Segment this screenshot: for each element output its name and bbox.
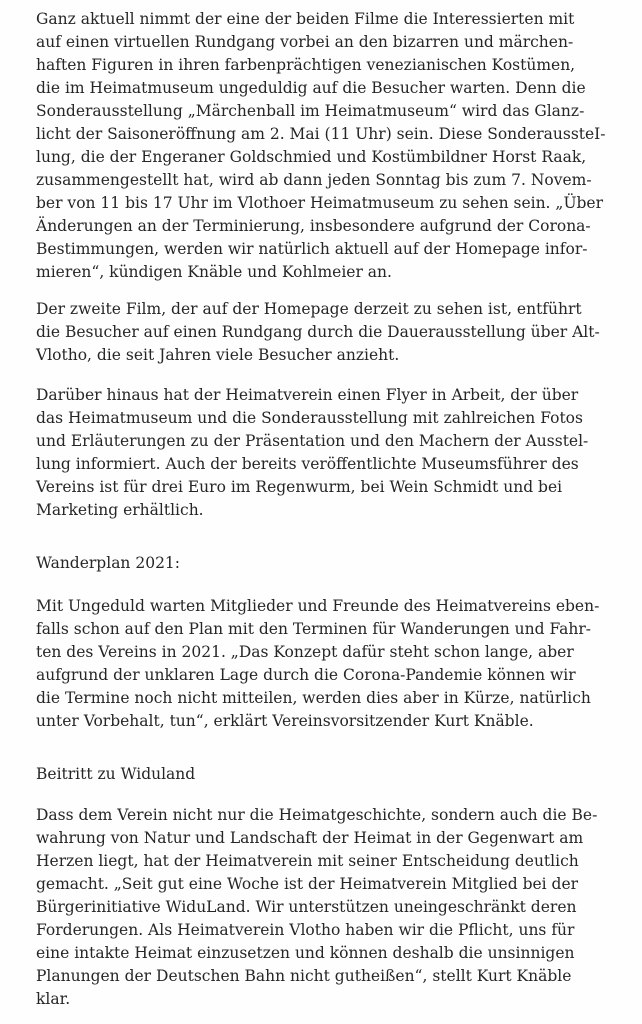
text-line: Planungen der Deutschen Bahn nicht gutheißen“, stellt Kurt Knäble xyxy=(36,967,572,985)
text-line: Sonderausstellung „Märchenball im Heimatmuseum“ wird das Glanz- xyxy=(36,102,585,120)
text-line: Darüber hinaus hat der Heimatverein einen Flyer in Arbeit, der über xyxy=(36,386,579,404)
text-line: mieren“, kündigen Knäble und Kohlmeier an. xyxy=(36,263,392,281)
text-line: licht der Saisoneröffnung am 2. Mai (11 Uhr) sein. Diese SonderaussteI- xyxy=(36,125,606,143)
text-line: aufgrund der unklaren Lage durch die Corona-Pandemie können wir xyxy=(36,666,576,684)
text-line: Vlotho, die seit Jahren viele Besucher anzieht. xyxy=(36,346,400,364)
text-line: lung, die der Engeraner Goldschmied und Kostümbildner Horst Raak, xyxy=(36,148,587,166)
text-line: ber von 11 bis 17 Uhr im Vlothoer Heimatmuseum zu sehen sein. „Über xyxy=(36,194,604,212)
text-line: auf einen virtuellen Rundgang vorbei an den bizarren und märchen- xyxy=(36,33,574,51)
heading-widuland: Beitritt zu Widuland xyxy=(36,765,196,783)
heading-wanderplan: Wanderplan 2021: xyxy=(36,554,181,572)
text-line: Marketing erhältlich. xyxy=(36,501,204,519)
text-line: Dass dem Verein nicht nur die Heimatgeschichte, sondern auch die Be- xyxy=(36,806,598,824)
text-line: Vereins ist für drei Euro im Regenwurm, bei Wein Schmidt und bei xyxy=(36,478,563,496)
text-line: die Besucher auf einen Rundgang durch die Dauerausstellung über Alt- xyxy=(36,323,600,341)
text-line: und Erläuterungen zu der Präsentation und den Machern der Ausstel- xyxy=(36,432,589,450)
text-line: die Termine noch nicht mitteilen, werden dies aber in Kürze, natürlich xyxy=(36,689,591,707)
text-line: eine intakte Heimat einzusetzen und können deshalb die unsinnigen xyxy=(36,944,575,962)
text-line: Mit Ungeduld warten Mitglieder und Freunde des Heimatvereins eben- xyxy=(36,597,600,615)
paragraph-widuland xyxy=(36,804,636,1011)
text-line: klar. xyxy=(36,990,71,1008)
text-line: ten des Vereins in 2021. „Das Konzept dafür steht schon lange, aber xyxy=(36,643,574,661)
text-line: gemacht. „Seit gut eine Woche ist der Heimatverein Mitglied bei der xyxy=(36,875,579,893)
text-line: Bestimmungen, werden wir natürlich aktuell auf der Homepage infor- xyxy=(36,240,588,258)
paragraph-wanderplan xyxy=(36,595,636,733)
paragraph-sonderausstellung xyxy=(36,8,636,284)
text-line: haften Figuren in ihren farbenprächtigen venezianischen Kostümen, xyxy=(36,56,576,74)
text-line: Änderungen an der Terminierung, insbesondere aufgrund der Corona- xyxy=(36,217,591,235)
text-line: Bürgerinitiative WiduLand. Wir unterstützen uneingeschränkt deren xyxy=(36,898,577,916)
text-line: falls schon auf den Plan mit den Terminen für Wanderungen und Fahr- xyxy=(36,620,592,638)
text-line: die im Heimatmuseum ungeduldig auf die Besucher warten. Denn die xyxy=(36,79,586,97)
text-line: Forderungen. Als Heimatverein Vlotho haben wir die Pflicht, uns für xyxy=(36,921,575,939)
text-line: Der zweite Film, der auf der Homepage derzeit zu sehen ist, entführt xyxy=(36,300,582,318)
text-line: lung informiert. Auch der bereits veröffentlichte Museumsführer des xyxy=(36,455,579,473)
paragraph-flyer xyxy=(36,384,636,522)
text-line: unter Vorbehalt, tun“, erklärt Vereinsvorsitzender Kurt Knäble. xyxy=(36,712,534,730)
text-line: das Heimatmuseum und die Sonderausstellung mit zahlreichen Fotos xyxy=(36,409,583,427)
text-line: Herzen liegt, hat der Heimatverein mit seiner Entscheidung deutlich xyxy=(36,852,579,870)
text-line: Ganz aktuell nimmt der eine der beiden Filme die Interessierten mit xyxy=(36,10,575,28)
text-line: wahrung von Natur und Landschaft der Heimat in der Gegenwart am xyxy=(36,829,584,847)
paragraph-zweiter-film xyxy=(36,298,636,367)
text-line: zusammengestellt hat, wird ab dann jeden Sonntag bis zum 7. Novem- xyxy=(36,171,592,189)
